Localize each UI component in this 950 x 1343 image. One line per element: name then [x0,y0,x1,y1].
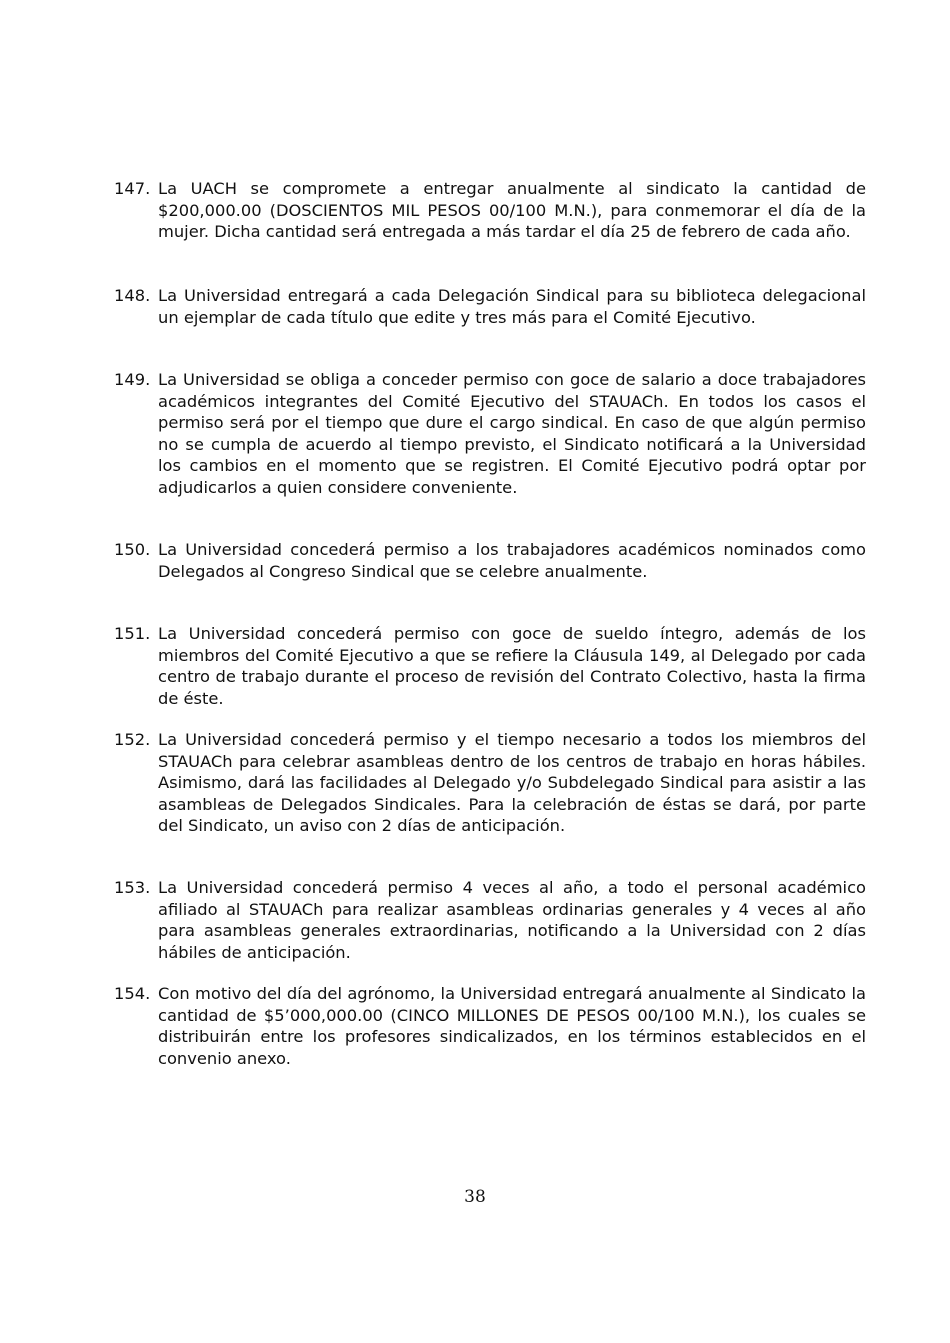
page-number: 38 [464,1187,486,1207]
clause-text: La Universidad se obliga a conceder permiso con goce de salario a doce trabajadores académicos integrantes del Comité Ejecutivo del STAUACh. En todos los casos el permiso será por el tiempo que dure el cargo sindical. En caso de que algún permiso no se cumpla de acuerdo al tiempo previsto, el Sindicato notificará a la Universidad los cambios en el momento que se registren. El Comité Ejecutivo podrá optar por adjudicarlos a quien considere conveniente. [158,370,866,497]
clause-number: 153. [114,878,151,897]
clause-text: Con motivo del día del agrónomo, la Universidad entregará anualmente al Sindicato la cantidad de $5’000,000.00 (CINCO MILLONES DE PESOS 00/100 M.N.), los cuales se distribuirán entre los profesores sindicalizados, en los términos establecidos en el convenio anexo. [158,984,866,1068]
clause-text: La Universidad concederá permiso con goce de sueldo íntegro, además de los miembros del Comité Ejecutivo a que se refiere la Cláusula 149, al Delegado por cada centro de trabajo durante el proceso de revisión del Contrato Colectivo, hasta la firma de éste. [158,624,866,708]
clause-151 [114,623,866,709]
clause-number: 150. [114,540,151,559]
clause-152 [114,729,866,837]
clause-text: La Universidad concederá permiso y el tiempo necesario a todos los miembros del STAUACh para celebrar asambleas dentro de los centros de trabajo en horas hábiles. Asimismo, dará las facilidades al Delegado y/o Subdelegado Sindical para asistir a las asambleas de Delegados Sindicales. Para la celebración de éstas se dará, por parte del Sindicato, un aviso con 2 días de anticipación. [158,730,866,835]
clause-number: 152. [114,730,151,749]
clause-154 [114,983,866,1069]
clause-text: La UACH se compromete a entregar anualmente al sindicato la cantidad de $200,000.00 (DOSCIENTOS MIL PESOS 00/100 M.N.), para conmemorar el día de la mujer. Dicha cantidad será entregada a más tardar el día 25 de febrero de cada año. [158,179,866,241]
clause-number: 149. [114,370,151,389]
clause-text: La Universidad concederá permiso 4 veces al año, a todo el personal académico afiliado al STAUACh para realizar asambleas ordinarias generales y 4 veces al año para asambleas generales extraordinarias, notificando a la Universidad con 2 días hábiles de anticipación. [158,878,866,962]
clause-number: 148. [114,286,151,305]
clause-number: 154. [114,984,151,1003]
clause-149 [114,369,866,498]
clause-text: La Universidad concederá permiso a los trabajadores académicos nominados como Delegados al Congreso Sindical que se celebre anualmente. [158,540,866,581]
clause-147 [114,178,866,243]
clause-text: La Universidad entregará a cada Delegación Sindical para su biblioteca delegacional un ejemplar de cada título que edite y tres más para el Comité Ejecutivo. [158,286,866,327]
clause-number: 151. [114,624,151,643]
clause-153 [114,877,866,963]
clause-number: 147. [114,179,151,198]
clause-148 [114,285,866,328]
clause-150 [114,539,866,582]
